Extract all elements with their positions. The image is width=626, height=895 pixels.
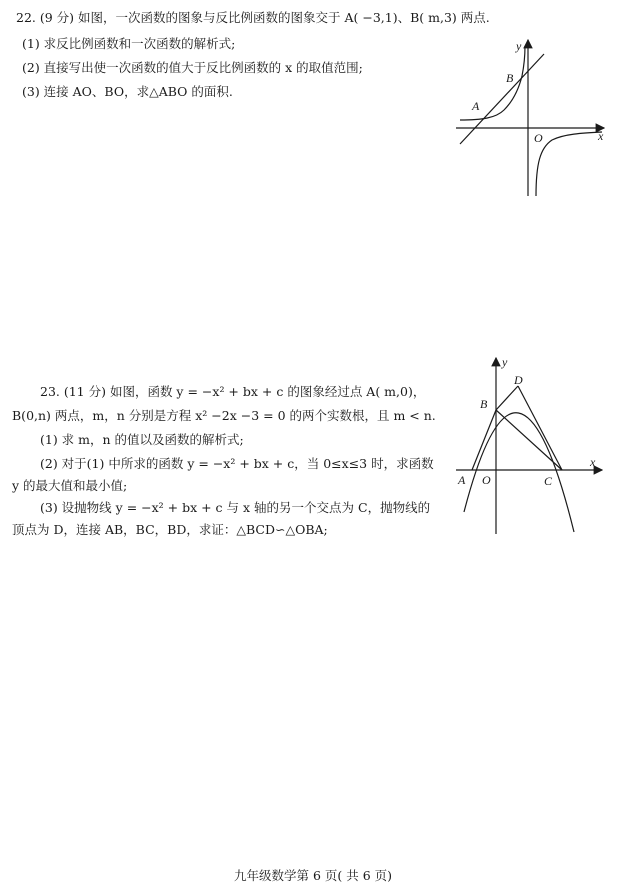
q23-part3-line2: 顶点为 D，连接 AB，BC，BD，求证：△BCD∽△OBA;: [12, 522, 328, 537]
q23-figure: [452, 352, 614, 538]
q22-label-b: B: [506, 71, 514, 85]
q23-segment-ab: [472, 410, 496, 470]
q22-label-o: O: [534, 131, 543, 145]
q22-hyperbola-right: [536, 132, 602, 196]
q23-label-a: A: [458, 473, 466, 487]
q23-label-o: O: [482, 473, 491, 487]
q23-segment-dc: [518, 386, 562, 470]
page-footer: 九年级数学第 6 页( 共 6 页): [233, 868, 393, 883]
q23-stem-line1: 23. (11 分) 如图，函数 y = −x² + bx + c 的图象经过点 A( m,0)，: [40, 384, 426, 399]
q23-label-b: B: [480, 397, 488, 411]
q22-part1: (1) 求反比例函数和一次函数的解析式;: [22, 36, 236, 51]
q23-part2-line1: (2) 对于(1) 中所求的函数 y = −x² + bx + c，当 0≤x≤3 时，求函数: [40, 456, 434, 471]
q23-part1: (1) 求 m，n 的值以及函数的解析式;: [40, 432, 244, 447]
q23-label-c: C: [544, 474, 553, 488]
q22-figure: [452, 36, 612, 202]
q22-part2: (2) 直接写出使一次函数的值大于反比例函数的 x 的取值范围;: [22, 60, 363, 75]
q23-segment-bd: [496, 386, 518, 410]
q23-part3-line1: (3) 设抛物线 y = −x² + bx + c 与 x 轴的另一个交点为 C，抛物线的: [40, 500, 431, 515]
q22-label-x: x: [598, 129, 604, 143]
q22-stem: 22. (9 分) 如图，一次函数的图象与反比例函数的图象交于 A( −3,1)、B( m,3) 两点.: [16, 10, 490, 25]
q22-label-y: y: [516, 39, 522, 53]
q23-label-x: x: [590, 455, 596, 469]
q23-label-d: D: [514, 373, 523, 387]
q22-part3: (3) 连接 AO、BO，求△ABO 的面积.: [22, 84, 233, 99]
q23-label-y: y: [502, 355, 508, 369]
q23-part2-line2: y 的最大值和最小值;: [12, 478, 128, 493]
q22-label-a: A: [472, 99, 480, 113]
q23-stem-line2: B(0,n) 两点，m，n 分别是方程 x² −2x −3 = 0 的两个实数根，且 m < n.: [12, 408, 436, 423]
